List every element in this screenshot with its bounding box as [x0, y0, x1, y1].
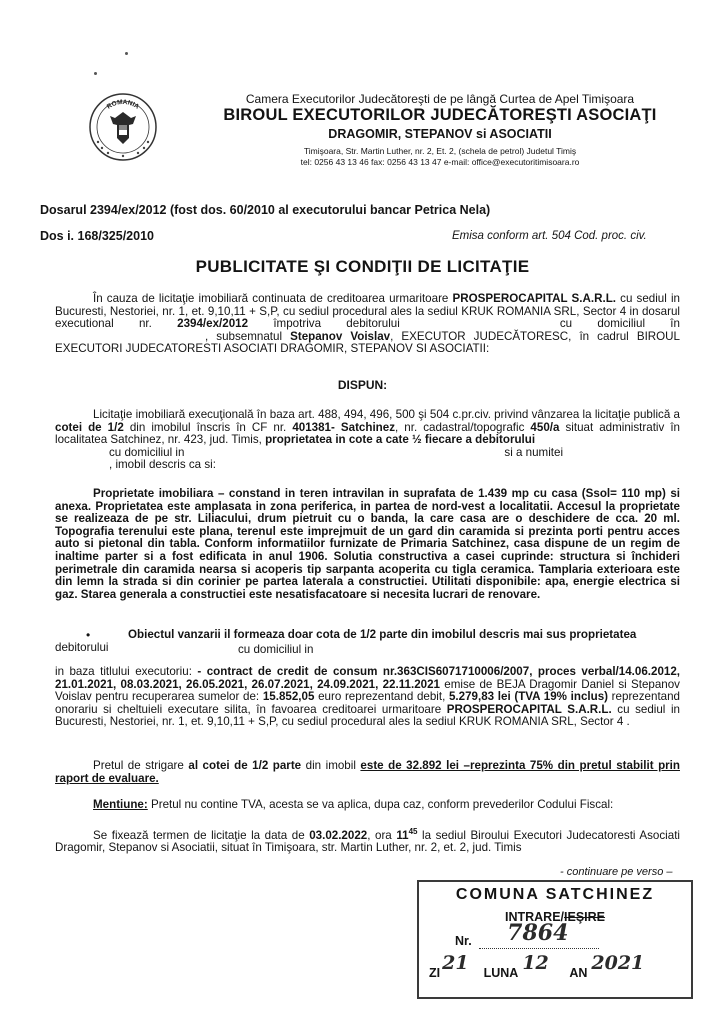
intro-paragraph: În cauza de licitaţie imobiliară continuata de creditoarea urmaritoare PROSPEROCAPITAL S.A.R.L. cu sediul in Bucuresti, Nestoriei, nr. 1, et. 9,10,11 + S,P, cu sediul procedural ales la sediul KRUK ROMANIA SRL, Sector 4 in dosarul executional nr. 2394/ex/2012 împotriva debitorului cu domiciliul în, subsemnatul Stepanov Voislav, EXECUTOR JUDECĂTORESC, în cadrul BIROUL EXECUTORI JUDECATORESTI ASOCIATI DRAGOMIR, STEPANOV SI ASOCIATII:	[55, 292, 680, 356]
stamp-direction: INTRARE/IEŞIRE	[504, 910, 606, 924]
case-number: Dosarul 2394/ex/2012 (fost dos. 60/2010 al executorului bancar Petrica Nela)	[40, 203, 491, 217]
auction-date-paragraph: Se fixează termen de licitaţie la data de 03.02.2022, ora $11^{45}$ la sediul Biroului Executori Judecatoresti Asociati Dragomir, Stepanov si Asociatii, situat în Timişoara, str. Martin Luther, nr. 2, et. 2, jud. Timis	[55, 827, 680, 855]
handwritten-month: 12	[522, 952, 549, 974]
chamber-name: Camera Executorilor Judecătoreşti de pe lângă Curtea de Apel Timişoara	[245, 92, 635, 106]
stamp-date: ZI 21 LUNA 12 AN 2021	[429, 952, 645, 980]
debtor-label: debitorului	[55, 641, 109, 654]
office-contacts: tel: 0256 43 13 46 fax: 0256 43 13 47 e-mail: office@executoritimisoara.ro	[300, 157, 580, 167]
stamp-commune: COMUNA SATCHINEZ	[455, 886, 655, 903]
office-partners: DRAGOMIR, STEPANOV si ASOCIATII	[328, 127, 552, 141]
handwritten-year: 2021	[591, 952, 645, 974]
property-description: Proprietate imobiliara – constand in teren intravilan in suprafata de 1.439 mp cu casa (Ssol= 110 mp) si anexa. Proprietatea este amplasata in zona periferica, in partea de nord-vest a localitatii. Accesul la proprietate se realizeaza de pe str. Liliacului, drum pietruit cu o banda, la care casa are o deschidere de cca. 20 ml. Topografia terenului este plana, terenul este imprejmuit de un gard din caramida si prezinta porti pentru acces auto si pietonal din tabla. Conform informatiilor furnizate de Primaria Satchinez, casa dispune de un regim de inaltime parter si a fost edificata in anul 1906. Solutia constructiva a casei cuprinde: structura si închideri perimetrale din caramida nearsa si acoperis tip sarpanta acoperita cu tigla ceramica. Tamplaria exterioara este din lemn la strada si din corinier pe partea laterala a constructiei. Utilitati disponibile: apa, energie electrica si gaz. Starea generala a constructiei este nesatisfacatoare si necesita lucrari de renovare.	[55, 487, 680, 601]
bullet: •	[86, 628, 91, 642]
dispun-heading: DISPUN:	[337, 378, 388, 392]
continued-overleaf: - continuare pe verso –	[560, 866, 673, 878]
scan-speck	[125, 52, 128, 55]
enforcement-title-paragraph: in baza titlului executoriu: - contract de credit de consum nr.363CIS6071710006/2007, proces verbal/14.06.2012, 21.01.2021, 08.03.2021, 26.05.2021, 26.07.2021, 24.09.2021, 22.11.2021 emise de BEJA Dragomir Daniel si Stepanov Voislav pentru recuperarea sumelor de: 15.852,05 euro reprezentand debit, 5.279,83 lei (TVA 19% inclus) reprezentand onorariu si cheltuieli executare silita, în favoarea creditoarei urmaritoare PROSPEROCAPITAL S.A.R.L. cu sediul in Bucuresti, Nestoriei, nr. 1, et. 9,10,11 + S,P, cu sediul procedural ales la sediul KRUK ROMANIA SRL, Sector 4 .	[55, 665, 681, 729]
scan-speck	[94, 72, 97, 75]
document-title: PUBLICITATE ŞI CONDIŢII DE LICITAŢIE	[195, 257, 530, 276]
svg-text:ROMANIA: ROMANIA	[105, 98, 141, 111]
starting-price-paragraph: Pretul de strigare al cotei de 1/2 parte din imobil este de 32.892 lei –reprezinta 75% din pretul stabilit prin raport de evaluare.	[55, 759, 680, 785]
stamp-number: Nr. 7864	[455, 934, 599, 949]
mention-paragraph: Mentiune: Pretul nu contine TVA, acesta se va aplica, dupa caz, conform prevederilor Codului Fiscal:	[93, 798, 614, 811]
romania-coat-of-arms-seal	[88, 92, 158, 162]
dos-i-number: Dos i. 168/325/2010	[40, 229, 154, 243]
office-name: BIROUL EXECUTORILOR JUDECĂTOREŞTI ASOCIAŢI	[223, 106, 657, 124]
debtor-domicile-label: cu domiciliul in	[238, 643, 314, 656]
registration-stamp	[417, 880, 693, 999]
office-address: Timişoara, Str. Martin Luther, nr. 2, Et. 2, (schela de petrol) Judetul Timiş	[303, 146, 577, 156]
sale-object-line: Obiectul vanzarii il formeaza doar cota de 1/2 parte din imobilul descris mai sus proprietatea	[128, 628, 637, 641]
handwritten-day: 21	[442, 952, 469, 974]
auction-paragraph: Licitaţie imobiliară execuţională în baza art. 488, 494, 496, 500 şi 504 c.pr.civ. privind vânzarea la licitaţie publică a cotei de 1/2 din imobilul înscris în CF nr. 401381- Satchinez, nr. cadastral/topografic 450/a situat administrativ în localitatea Satchinez, nr. 423, jud. Timis, proprietatea in cote a cate ½ fiecare a debitorului cu domiciliul in si a numitei , imobil descris ca si:	[55, 408, 680, 472]
handwritten-number: 7864	[507, 920, 569, 946]
issue-basis: Emisa conform art. 504 Cod. proc. civ.	[452, 230, 647, 242]
